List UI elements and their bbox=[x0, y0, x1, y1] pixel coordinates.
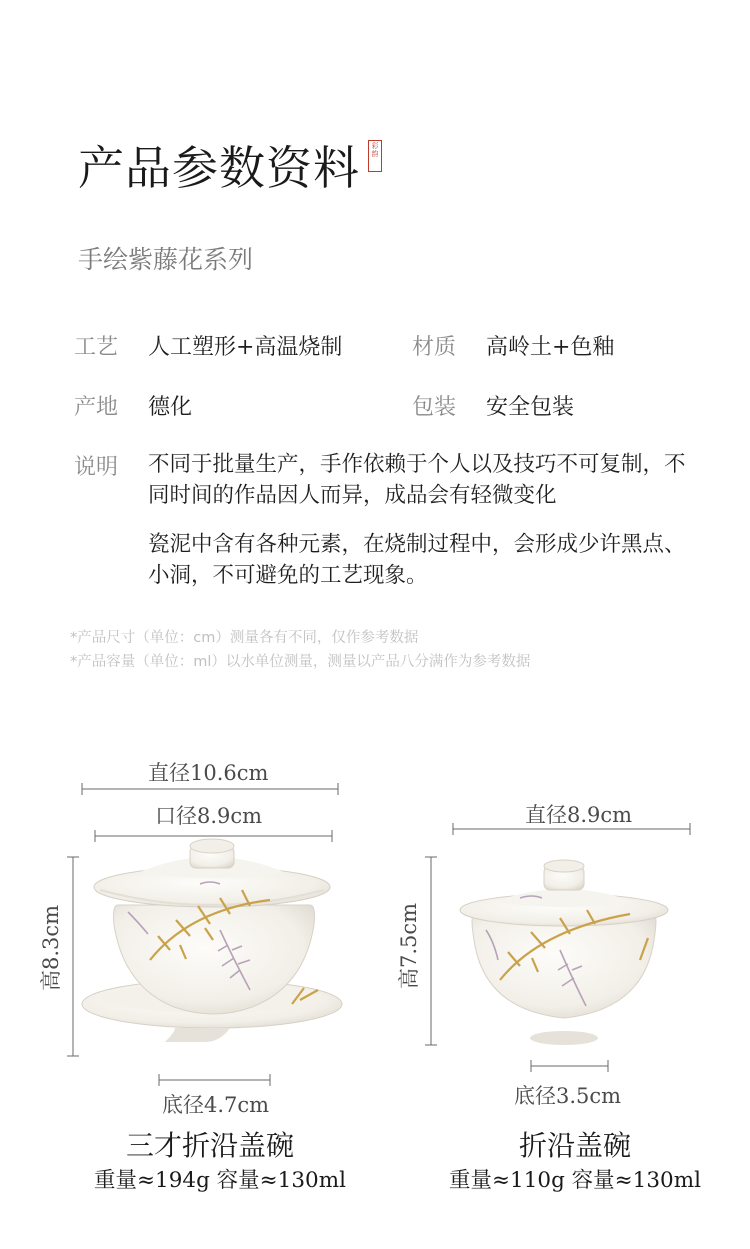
description-paragraph: 瓷泥中含有各种元素，在烧制过程中，会形成少许黑点、小洞，不可避免的工艺现象。 bbox=[148, 532, 686, 588]
dim-diameter-2: 直径8.9cm bbox=[525, 803, 633, 827]
seal-stamp: 彩韵 bbox=[368, 140, 382, 172]
spec-value-craft: 人工塑形+高温烧制 bbox=[148, 335, 343, 360]
gaiwan-small-image bbox=[460, 860, 668, 1045]
product-spec-2: 重量≈110g 容量≈130ml bbox=[449, 1168, 701, 1193]
description-paragraph: 不同于批量生产，手作依赖于个人以及技巧不可复制，不同时间的作品因人而异，成品会有轻微变化 bbox=[148, 452, 686, 508]
product-spec-1: 重量≈194g 容量≈130ml bbox=[94, 1168, 346, 1193]
product-name-2: 折沿盖碗 bbox=[518, 1129, 631, 1162]
product-name-1: 三才折沿盖碗 bbox=[125, 1129, 294, 1162]
spec-value-origin: 德化 bbox=[148, 395, 193, 420]
description-label: 说明 bbox=[74, 455, 119, 480]
note-size: *产品尺寸（单位：cm）测量各有不同，仅作参考数据 bbox=[70, 630, 419, 646]
dim-base-2: 底径3.5cm bbox=[514, 1084, 622, 1108]
dim-mouth-1: 口径8.9cm bbox=[155, 804, 263, 828]
note-capacity: *产品容量（单位：ml）以水单位测量，测量以产品八分满作为参考数据 bbox=[70, 654, 531, 670]
spec-label-packaging: 包装 bbox=[412, 395, 457, 420]
spec-label-craft: 工艺 bbox=[74, 335, 119, 360]
spec-value-packaging: 安全包装 bbox=[486, 395, 575, 420]
spec-label-material: 材质 bbox=[412, 335, 457, 360]
spec-label-origin: 产地 bbox=[74, 395, 119, 420]
gaiwan-large-image bbox=[82, 839, 342, 1042]
spec-value-material: 高岭土+色釉 bbox=[486, 335, 615, 360]
dim-diameter-1: 直径10.6cm bbox=[148, 761, 269, 785]
dim-height-2: 高7.5cm bbox=[397, 902, 421, 990]
dim-base-1: 底径4.7cm bbox=[162, 1093, 270, 1117]
dim-height-1: 高8.3cm bbox=[39, 904, 63, 992]
series-name: 手绘紫藤花系列 bbox=[78, 245, 254, 274]
page-title: 产品参数资料 bbox=[78, 141, 360, 195]
